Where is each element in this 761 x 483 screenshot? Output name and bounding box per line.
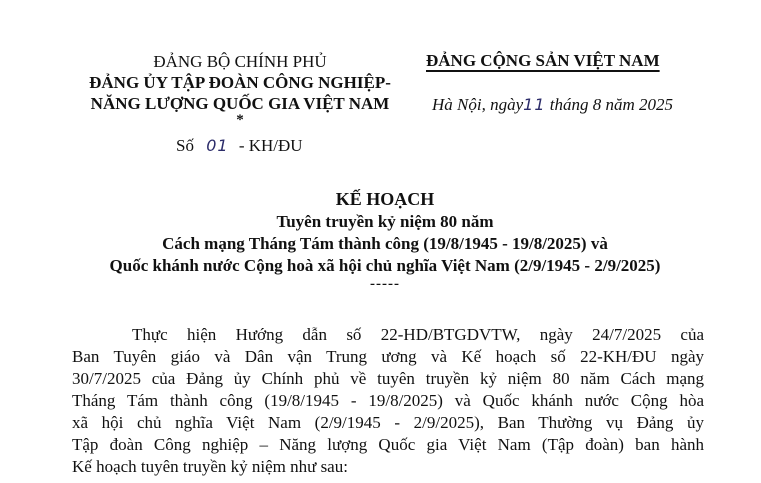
body-line: Thực hiện Hướng dẫn số 22-HD/BTGDVTW, ngày 24/7/2025 của [132,325,704,344]
document-type-title: KẾ HOẠCH [335,189,435,209]
date-day-handwritten: 11 [523,95,546,114]
body-line: xã hội chủ nghĩa Việt Nam (2/9/1945 - 2/9/2025), Ban Thường vụ Đảng ủy [72,413,704,432]
document-number [176,136,303,156]
body-line: Ban Tuyên giáo và Dân vận Trung ương và Kế hoạch số 22-KH/ĐU ngày [72,347,704,366]
parent-party-committee: ĐẢNG BỘ CHÍNH PHỦ [153,52,327,71]
body-paragraph [72,324,704,478]
issuing-agency-block [60,52,420,126]
date-prefix: Hà Nội, ngày [432,95,524,114]
body-line: Tập đoàn Công nghiệp – Năng lượng Quốc gia Việt Nam (Tập đoàn) ban hành [72,435,704,454]
star-separator: * [236,112,244,128]
agency-name-line-1: ĐẢNG ỦY TẬP ĐOÀN CÔNG NGHIỆP- [89,73,391,92]
title-line-2: Cách mạng Tháng Tám thành công (19/8/1945 - 19/8/2025) và [162,234,608,253]
title-line-1: Tuyên truyền kỷ niệm 80 năm [276,212,494,231]
title-separator: ----- [370,276,400,292]
party-name-heading: ĐẢNG CỘNG SẢN VIỆT NAM [426,51,660,70]
document-number-handwritten: 01 [206,136,229,155]
document-title-block [40,188,730,291]
title-line-3: Quốc khánh nước Cộng hoà xã hội chủ nghĩa Việt Nam (2/9/1945 - 2/9/2025) [109,256,661,275]
body-line: Kế hoạch tuyên truyền kỷ niệm như sau: [72,457,348,476]
agency-name-line-2: NĂNG LƯỢNG QUỐC GIA VIỆT NAM [90,94,390,113]
date-suffix: tháng 8 năm 2025 [549,95,673,114]
body-line: Tháng Tám thành công (19/8/1945 - 19/8/2025) và Quốc khánh nước Cộng hòa [72,391,704,410]
document-number-prefix: Số [176,136,194,155]
document-number-suffix: - KH/ĐU [238,136,303,155]
body-line: 30/7/2025 của Đảng ủy Chính phủ về tuyên truyền kỷ niệm 80 năm Cách mạng [72,369,704,388]
document-date [432,95,673,115]
